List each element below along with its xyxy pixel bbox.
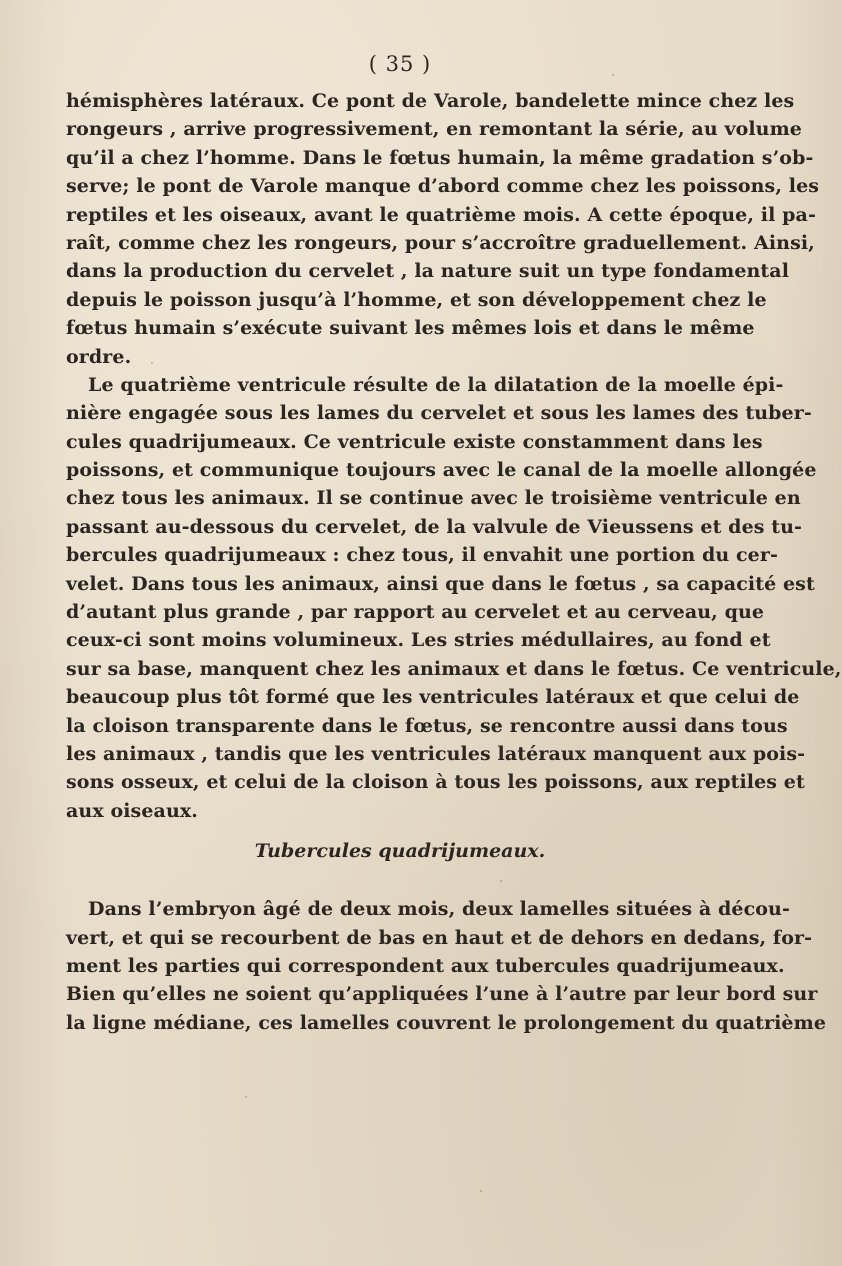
paper-speck: [612, 74, 614, 76]
text-line: sur sa base, manquent chez les animaux et dans le fœtus. Ce ventricule,: [66, 657, 842, 680]
paragraph-3: [66, 895, 827, 1037]
text-line: reptiles et les oiseaux, avant le quatrième mois. A cette époque, il pa-: [66, 203, 816, 226]
text-line: beaucoup plus tôt formé que les ventricules latéraux et que celui de: [66, 686, 800, 709]
text-line: raît, comme chez les rongeurs, pour s’accroître graduellement. Ainsi,: [66, 231, 815, 254]
text-line: chez tous les animaux. Il se continue avec le troisième ventricule en: [66, 487, 801, 510]
text-line: aux oiseaux.: [66, 799, 199, 822]
paragraph-1: [66, 87, 820, 371]
text-line: nière engagée sous les lames du cervelet et sous les lames des tuber-: [66, 402, 812, 425]
paper-speck: [245, 1096, 247, 1098]
text-line: cules quadrijumeaux. Ce ventricule existe constamment dans les: [66, 430, 763, 453]
text-line: dans la production du cervelet , la nature suit un type fondamental: [66, 260, 790, 283]
paper-speck: [480, 1190, 482, 1192]
body-text: [66, 87, 842, 1037]
text-line: la cloison transparente dans le fœtus, se rencontre aussi dans tous: [66, 714, 788, 737]
text-line: Le quatrième ventricule résulte de la dilatation de la moelle épi-: [88, 373, 784, 396]
text-line: depuis le poisson jusqu’à l’homme, et son développement chez le: [66, 288, 767, 311]
text-line: Bien qu’elles ne soient qu’appliquées l’une à l’autre par leur bord sur: [66, 983, 818, 1006]
text-line: velet. Dans tous les animaux, ainsi que dans le fœtus , sa capacité est: [66, 572, 815, 595]
text-line: la ligne médiane, ces lamelles couvrent le prolongement du quatrième: [66, 1011, 827, 1034]
text-line: passant au-dessous du cervelet, de la valvule de Vieussens et des tu-: [66, 515, 803, 538]
text-line: Dans l’embryon âgé de deux mois, deux lamelles situées à décou-: [88, 898, 790, 921]
paper-speck: [228, 616, 230, 618]
text-line: sons osseux, et celui de la cloison à tous les poissons, aux reptiles et: [66, 771, 805, 794]
page-number: ( 35 ): [368, 52, 432, 76]
text-line: serve; le pont de Varole manque d’abord comme chez les poissons, les: [66, 175, 820, 198]
text-line: ment les parties qui correspondent aux tubercules quadrijumeaux.: [66, 954, 785, 977]
text-line: ceux-ci sont moins volumineux. Les stries médullaires, au fond et: [66, 629, 771, 652]
text-line: vert, et qui se recourbent de bas en haut et de dehors en dedans, for-: [66, 926, 813, 949]
text-line: bercules quadrijumeaux : chez tous, il envahit une portion du cer-: [66, 544, 778, 567]
text-line: les animaux , tandis que les ventricules latéraux manquent aux pois-: [66, 742, 806, 765]
paper-speck: [151, 362, 153, 364]
text-line: ordre.: [66, 345, 132, 368]
text-line: poissons, et communique toujours avec le canal de la moelle allongée: [66, 459, 817, 482]
paper-speck: [500, 880, 502, 882]
text-line: fœtus humain s’exécute suivant les mêmes lois et dans le même: [66, 317, 755, 340]
text-line: rongeurs , arrive progressivement, en remontant la série, au volume: [66, 118, 802, 141]
section-heading: Tubercules quadrijumeaux.: [254, 840, 546, 863]
text-line: d’autant plus grande , par rapport au cervelet et au cerveau, que: [66, 601, 765, 624]
text-line: hémisphères latéraux. Ce pont de Varole, bandelette mince chez les: [66, 90, 795, 112]
text-line: qu’il a chez l’homme. Dans le fœtus humain, la même gradation s’ob-: [66, 146, 814, 169]
paragraph-2: [66, 371, 842, 825]
